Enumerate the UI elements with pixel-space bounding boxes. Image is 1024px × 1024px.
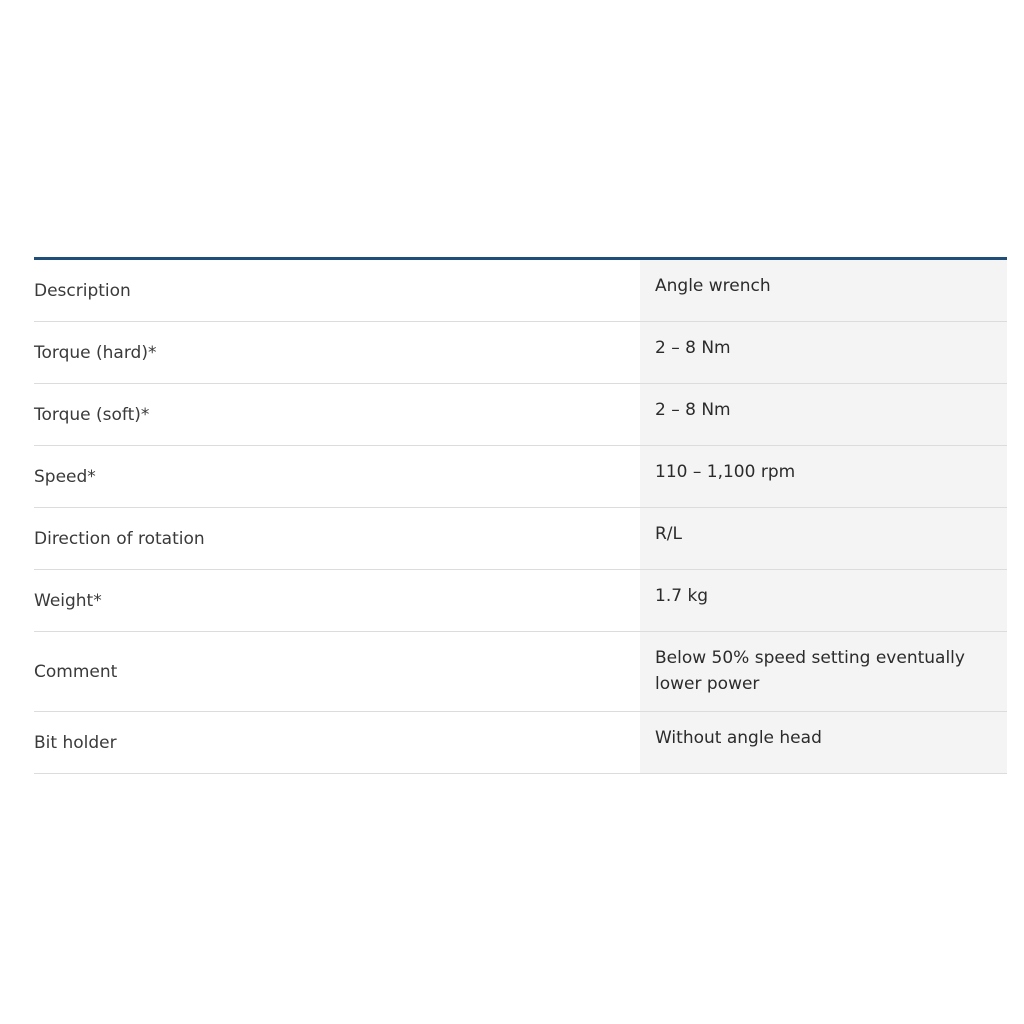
spec-label: Description [34, 280, 131, 301]
spec-label: Speed* [34, 466, 96, 487]
table-row-description [34, 260, 1007, 322]
spec-label: Torque (soft)* [34, 404, 150, 425]
table-row-torque-hard [34, 322, 1007, 384]
spec-value: 110 – 1,100 rpm [640, 446, 1007, 507]
table-row-direction-of-rotation [34, 508, 1007, 570]
specification-table [34, 257, 1007, 774]
spec-label: Comment [34, 661, 118, 682]
table-row-torque-soft [34, 384, 1007, 446]
spec-value: 2 – 8 Nm [640, 384, 1007, 445]
table-row-bit-holder [34, 712, 1007, 774]
spec-label: Bit holder [34, 732, 117, 753]
spec-value: Below 50% speed setting eventually lower power [640, 632, 1007, 711]
spec-value: Without angle head [640, 712, 1007, 773]
table-row-weight [34, 570, 1007, 632]
spec-value: 1.7 kg [640, 570, 1007, 631]
table-row-comment [34, 632, 1007, 712]
spec-value: R/L [640, 508, 1007, 569]
spec-value: 2 – 8 Nm [640, 322, 1007, 383]
spec-label: Torque (hard)* [34, 342, 157, 363]
spec-value: Angle wrench [640, 260, 1007, 321]
spec-label: Direction of rotation [34, 528, 205, 549]
table-row-speed [34, 446, 1007, 508]
spec-label: Weight* [34, 590, 102, 611]
